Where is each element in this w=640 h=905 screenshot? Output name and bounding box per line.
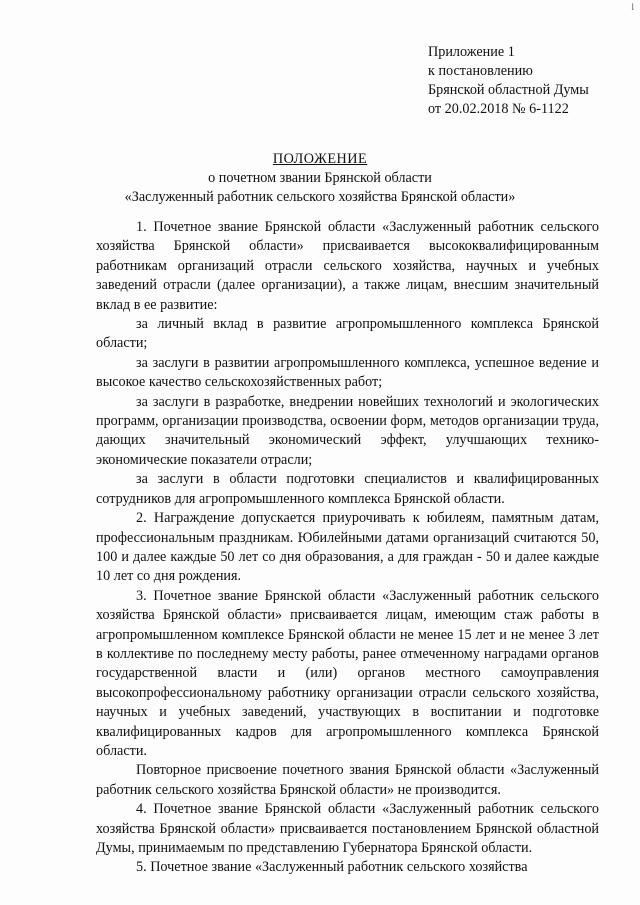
- paragraph: за личный вклад в развитие агропромышленного комплекса Брянской области;: [96, 316, 599, 352]
- paragraph: 5. Почетное звание «Заслуженный работник сельского хозяйства: [136, 859, 528, 876]
- heading-subtitle: «Заслуженный работник сельского хозяйства Брянской области»: [124, 189, 516, 205]
- document-title: ПОЛОЖЕНИЕ: [272, 151, 368, 167]
- paragraph: 3. Почетное звание Брянской области «Заслуженный работник сельского хозяйства Брянской области» присваивается лицам, имеющим стаж работы в агропромышленном комплексе Брянской области не менее 15 лет и не менее 3 лет в коллективе по последнему месту работы, ранее отмеченному наградами органов государственной власти и (или) органов местного самоуправления высокопрофессиональному работнику организации отрасли сельского хозяйства, научных и учебных заведений, участвующих в воспитании и подготовке квалифицированных кадров для агропромышленного комплекса Брянской области.: [96, 587, 599, 759]
- document-heading: [40, 150, 600, 207]
- document-body: [96, 218, 599, 878]
- heading-subtitle: о почетном звании Брянской области: [208, 170, 432, 186]
- annex-line: Брянской областной Думы: [428, 82, 589, 98]
- paragraph: 1. Почетное звание Брянской области «Заслуженный работник сельского хозяйства Брянской области» присваивается высококвалифицированным работникам организаций отрасли сельского хозяйства, научных и учебных заведений отрасли (далее организации), а также лицам, внесшим значительный вклад в ее развитие:: [96, 219, 599, 313]
- corner-mark: l: [631, 2, 634, 12]
- paragraph: Повторное присвоение почетного звания Брянской области «Заслуженный работник сельского хозяйства Брянской области» не производится.: [96, 762, 599, 798]
- paragraph: 4. Почетное звание Брянской области «Заслуженный работник сельского хозяйства Брянской области» присваивается постановлением Брянской областной Думы, принимаемым по представлению Губернатора Брянской области.: [96, 801, 599, 856]
- annex-line: от 20.02.2018 № 6-1122: [428, 101, 569, 117]
- paragraph: за заслуги в развитии агропромышленного комплекса, успешное ведение и высокое качество сельскохозяйственных работ;: [96, 354, 599, 391]
- annex-line: Приложение 1: [428, 44, 515, 60]
- annex-line: к постановлению: [428, 63, 533, 79]
- paragraph: 2. Награждение допускается приурочивать к юбилеям, памятным датам, профессиональным праздникам. Юбилейными датами организаций считаются 50, 100 и далее каждые 50 лет со дня образования, а для граждан - 50 и далее каждые 10 лет со дня рождения.: [96, 510, 599, 585]
- paragraph: за заслуги в разработке, внедрении новейших технологий и экологических программ, организации производства, освоении форм, методов организации труда, дающих значительный экономический эффект, улучшающих технико-экономические показатели отрасли;: [96, 393, 599, 468]
- annex-block: [428, 43, 589, 119]
- paragraph: за заслуги в области подготовки специалистов и квалифицированных сотрудников для агропромышленного комплекса Брянской области.: [96, 471, 599, 507]
